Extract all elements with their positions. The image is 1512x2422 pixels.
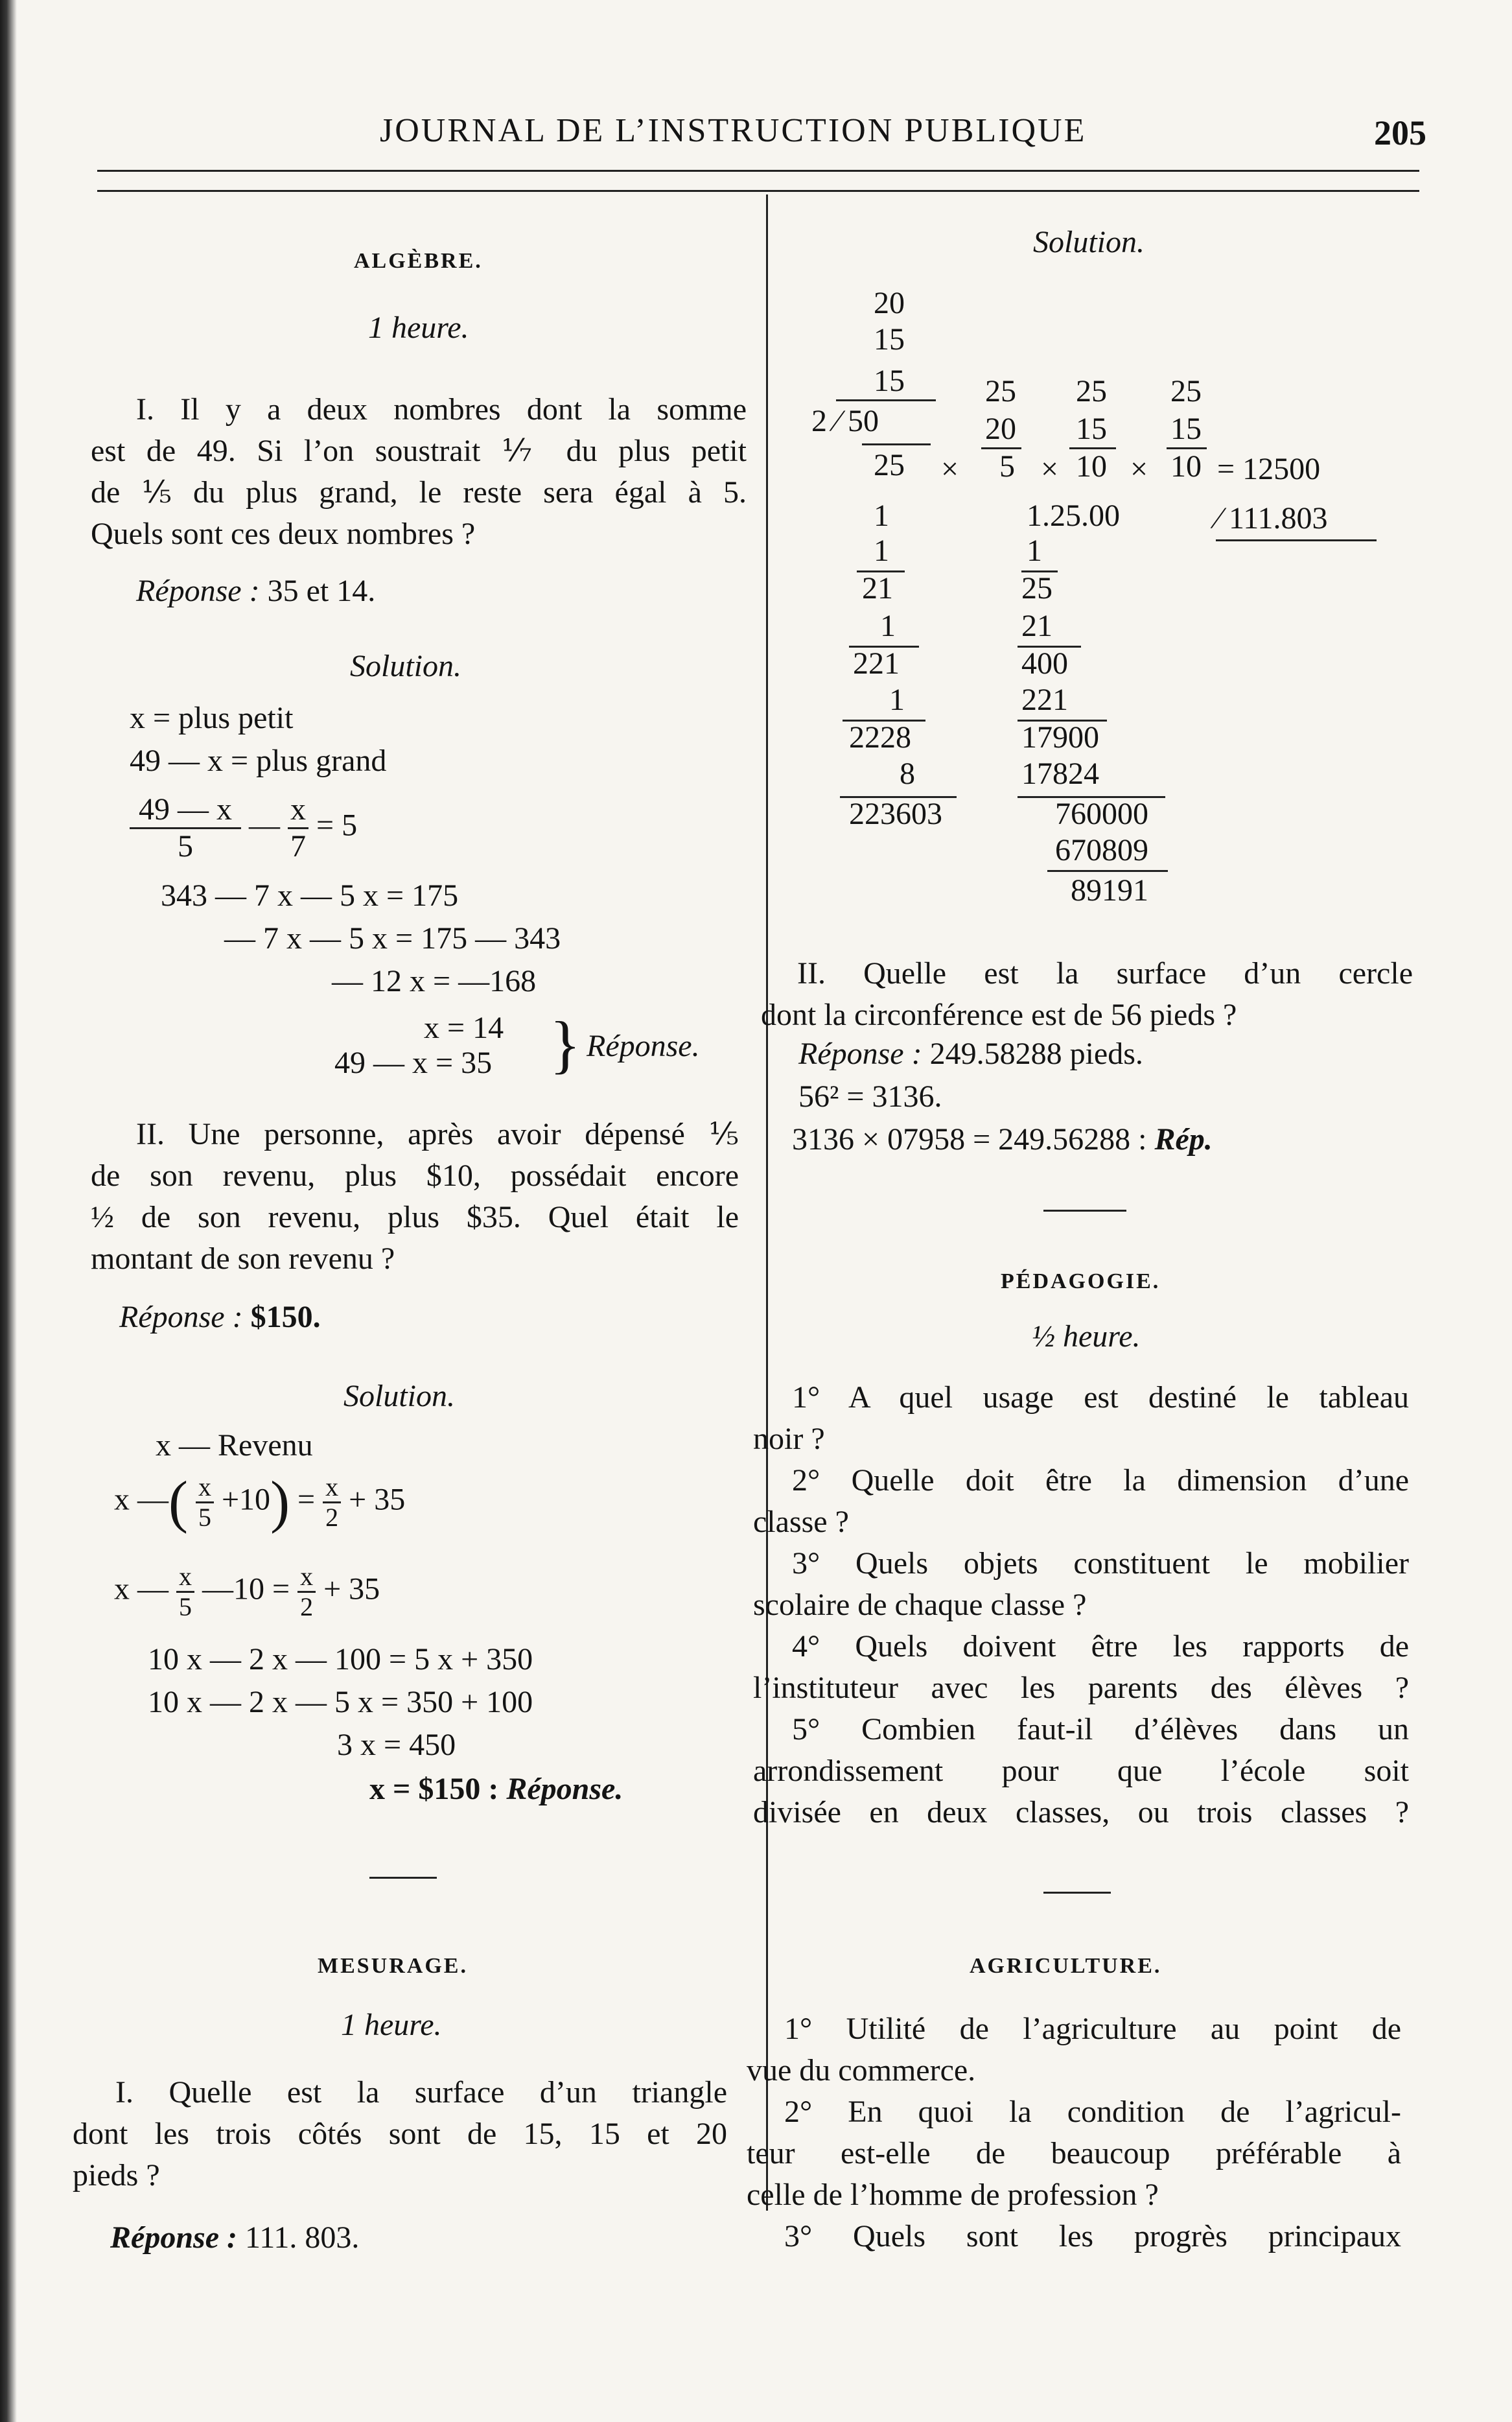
sqrt-right-7: 17824 [1021, 757, 1099, 791]
calc-c4-2: 10 [1170, 449, 1202, 484]
sqrt-left-2: 21 [862, 571, 893, 606]
sol1-line-1: x = plus petit [130, 701, 294, 735]
sol2-equation-b: x — $\frac{x}{5}$ —10 = $\frac{x}{2}$ + 35 [114, 1562, 380, 1621]
page-number: 205 [1374, 113, 1426, 152]
sqrt-left-7: 8 [900, 757, 915, 791]
calc-rule-1 [836, 399, 936, 401]
section-separator-right-2 [1043, 1892, 1111, 1894]
sol2-line-5: 10 x — 2 x — 5 x = 350 + 100 [148, 1685, 533, 1719]
answer-2-line-3: 3136 × 07958 = 249.56288 : Rép. [792, 1122, 1213, 1157]
calc-c2-2: 5 [999, 449, 1015, 484]
times-sign-2: × [1041, 452, 1059, 486]
sqrt-right-10: 89191 [1071, 873, 1148, 908]
calc-c1-1: 15 [874, 322, 905, 357]
sqrt-right-9: 670809 [1055, 833, 1148, 867]
mesurage-duration: 1 heure. [341, 2008, 442, 2042]
sqrt-left-3: 1 [880, 609, 896, 643]
sqrt-left-4: 221 [853, 646, 900, 681]
sol2-line-6: 3 x = 450 [337, 1728, 456, 1762]
times-sign-1: × [941, 452, 959, 486]
sqrt-left-5: 1 [889, 683, 905, 717]
pedagogie-duration: ½ heure. [1032, 1319, 1141, 1354]
sqrt-right-5: 221 [1021, 683, 1068, 717]
calc-c2-0: 25 [985, 374, 1016, 408]
sqrt-right-4: 400 [1021, 646, 1068, 681]
mesurage-answer-2: Réponse : 249.58288 pieds. [798, 1037, 1143, 1071]
right-solution-title: Solution. [1033, 225, 1145, 259]
sqrt-right-rule-5 [1047, 870, 1168, 872]
calc-c1-2: 15 [874, 364, 905, 398]
answer-2-line-2: 56² = 3136. [798, 1079, 942, 1114]
section-heading-mesurage: MESURAGE. [318, 1954, 468, 1978]
solution-title-2: Solution. [343, 1379, 456, 1413]
sqrt-left-1: 1 [874, 534, 889, 568]
calc-c1-3: 2 ⁄ 50 [811, 404, 879, 438]
agriculture-questions: 1° Utilité de l’agriculture au point de vue du commerce. 2° En quoi la condition de l’agricul- teur est-elle de beaucoup préférable à celle de l’homme de profession ? 3° Quels sont les progrès principaux [747, 2012, 1401, 2253]
sqrt-right-0: 1.25.00 [1027, 499, 1120, 533]
algebre-question-1: I. Il y a deux nombres dont la somme est de 49. Si l’on soustrait ⅐ du plus petit de ⅕ du plus grand, le reste sera égal à 5. Quels sont ces deux nombres ? [91, 392, 747, 551]
section-heading-agriculture: AGRICULTURE. [970, 1954, 1162, 1978]
sol2-equation-a: x —( $\frac{x}{5}$ +10) = $\frac{x}{2}$ + 35 [114, 1470, 406, 1534]
calc-c3-1: 15 [1076, 412, 1107, 446]
mesurage-question-1: I. Quelle est la surface d’un triangle dont les trois côtés sont de 15, 15 et 20 pieds ? [73, 2075, 727, 2193]
section-heading-pedagogie: PÉDAGOGIE. [1001, 1269, 1161, 1293]
sqrt-result: ⁄ 111.803 [1216, 501, 1328, 535]
header-rule-top [97, 170, 1419, 172]
header-rule-bottom [97, 190, 1419, 192]
sqrt-left-6: 2228 [849, 720, 911, 755]
sol2-line-1: x — Revenu [156, 1428, 313, 1463]
pedagogie-questions: 1° A quel usage est destiné le tableau noir ? 2° Quelle doit être la dimension d’une classe ? 3° Quels objets constituent le mobilier scolaire de chaque classe ? 4° Quels doivent être les rapports de l’instituteur avec les parents des élèves ? 5° Combien faut-il d’élèves dans un arrondissement pour que l’école soit divisée en deux classes, ou trois classes ? [753, 1380, 1409, 1829]
mesurage-question-2: II. Quelle est la surface d’un cercle dont la circonférence est de 56 pieds ? [761, 956, 1413, 1032]
mesurage-answer-1: Réponse : 111. 803. [110, 2220, 360, 2255]
calc-c1-4: 25 [874, 448, 905, 482]
sqrt-left-0: 1 [874, 499, 889, 533]
calc-c3-2: 10 [1076, 449, 1107, 484]
sol1-line-7: x = 14 [424, 1011, 504, 1045]
sol1-answer-tag: Réponse. [587, 1029, 700, 1063]
algebre-duration: 1 heure. [368, 311, 469, 345]
calc-c4-1: 15 [1170, 412, 1202, 446]
sol1-line-2: 49 — x = plus grand [130, 744, 387, 778]
algebre-question-2: II. Une personne, après avoir dépensé ⅕ de son revenu, plus $10, possédait encore ½ de son revenu, plus $35. Quel était le montant de son revenu ? [91, 1117, 739, 1276]
section-separator-right-1 [1043, 1210, 1126, 1212]
sqrt-right-6: 17900 [1021, 720, 1099, 755]
calc-c1-0: 20 [874, 286, 905, 320]
sol1-line-8: 49 — x = 35 [334, 1046, 493, 1080]
algebre-answer-1: Réponse : 35 et 14. [136, 574, 376, 608]
sol1-line-5: — 7 x — 5 x = 175 — 343 [224, 921, 561, 956]
sqrt-left-8: 223603 [849, 797, 942, 831]
journal-title: JOURNAL DE L’INSTRUCTION PUBLIQUE [380, 112, 1087, 149]
sqrt-result-rule [1216, 539, 1377, 541]
calc-c4-0: 25 [1170, 374, 1202, 408]
calc-c2-1: 20 [985, 412, 1016, 446]
section-heading-algebre: ALGÈBRE. [354, 249, 483, 273]
calc-result: = 12500 [1217, 452, 1321, 486]
sqrt-right-2: 25 [1021, 571, 1053, 606]
column-divider [766, 194, 768, 2211]
sqrt-right-3: 21 [1021, 609, 1053, 643]
sol2-line-4: 10 x — 2 x — 100 = 5 x + 350 [148, 1642, 533, 1676]
sol1-line-4: 343 — 7 x — 5 x = 175 [161, 878, 459, 913]
times-sign-3: × [1130, 452, 1148, 486]
sol1-fraction-equation: $\frac{49 — x}{5}$ — $\frac{x}{7}$ = 5 [130, 792, 357, 864]
sqrt-right-1: 1 [1027, 534, 1042, 568]
algebre-answer-2: Réponse : $150. [119, 1300, 321, 1334]
calc-rule-2 [862, 443, 931, 445]
sol2-line-7: x = $150 : Réponse. [369, 1772, 623, 1806]
solution-title-1: Solution. [350, 649, 462, 683]
calc-c3-0: 25 [1076, 374, 1107, 408]
sol1-brace: } [550, 1008, 581, 1080]
section-separator-left [369, 1877, 437, 1879]
sol1-line-6: — 12 x = —168 [332, 964, 537, 998]
scan-binding-edge [0, 0, 17, 2422]
sqrt-right-8: 760000 [1055, 797, 1148, 831]
